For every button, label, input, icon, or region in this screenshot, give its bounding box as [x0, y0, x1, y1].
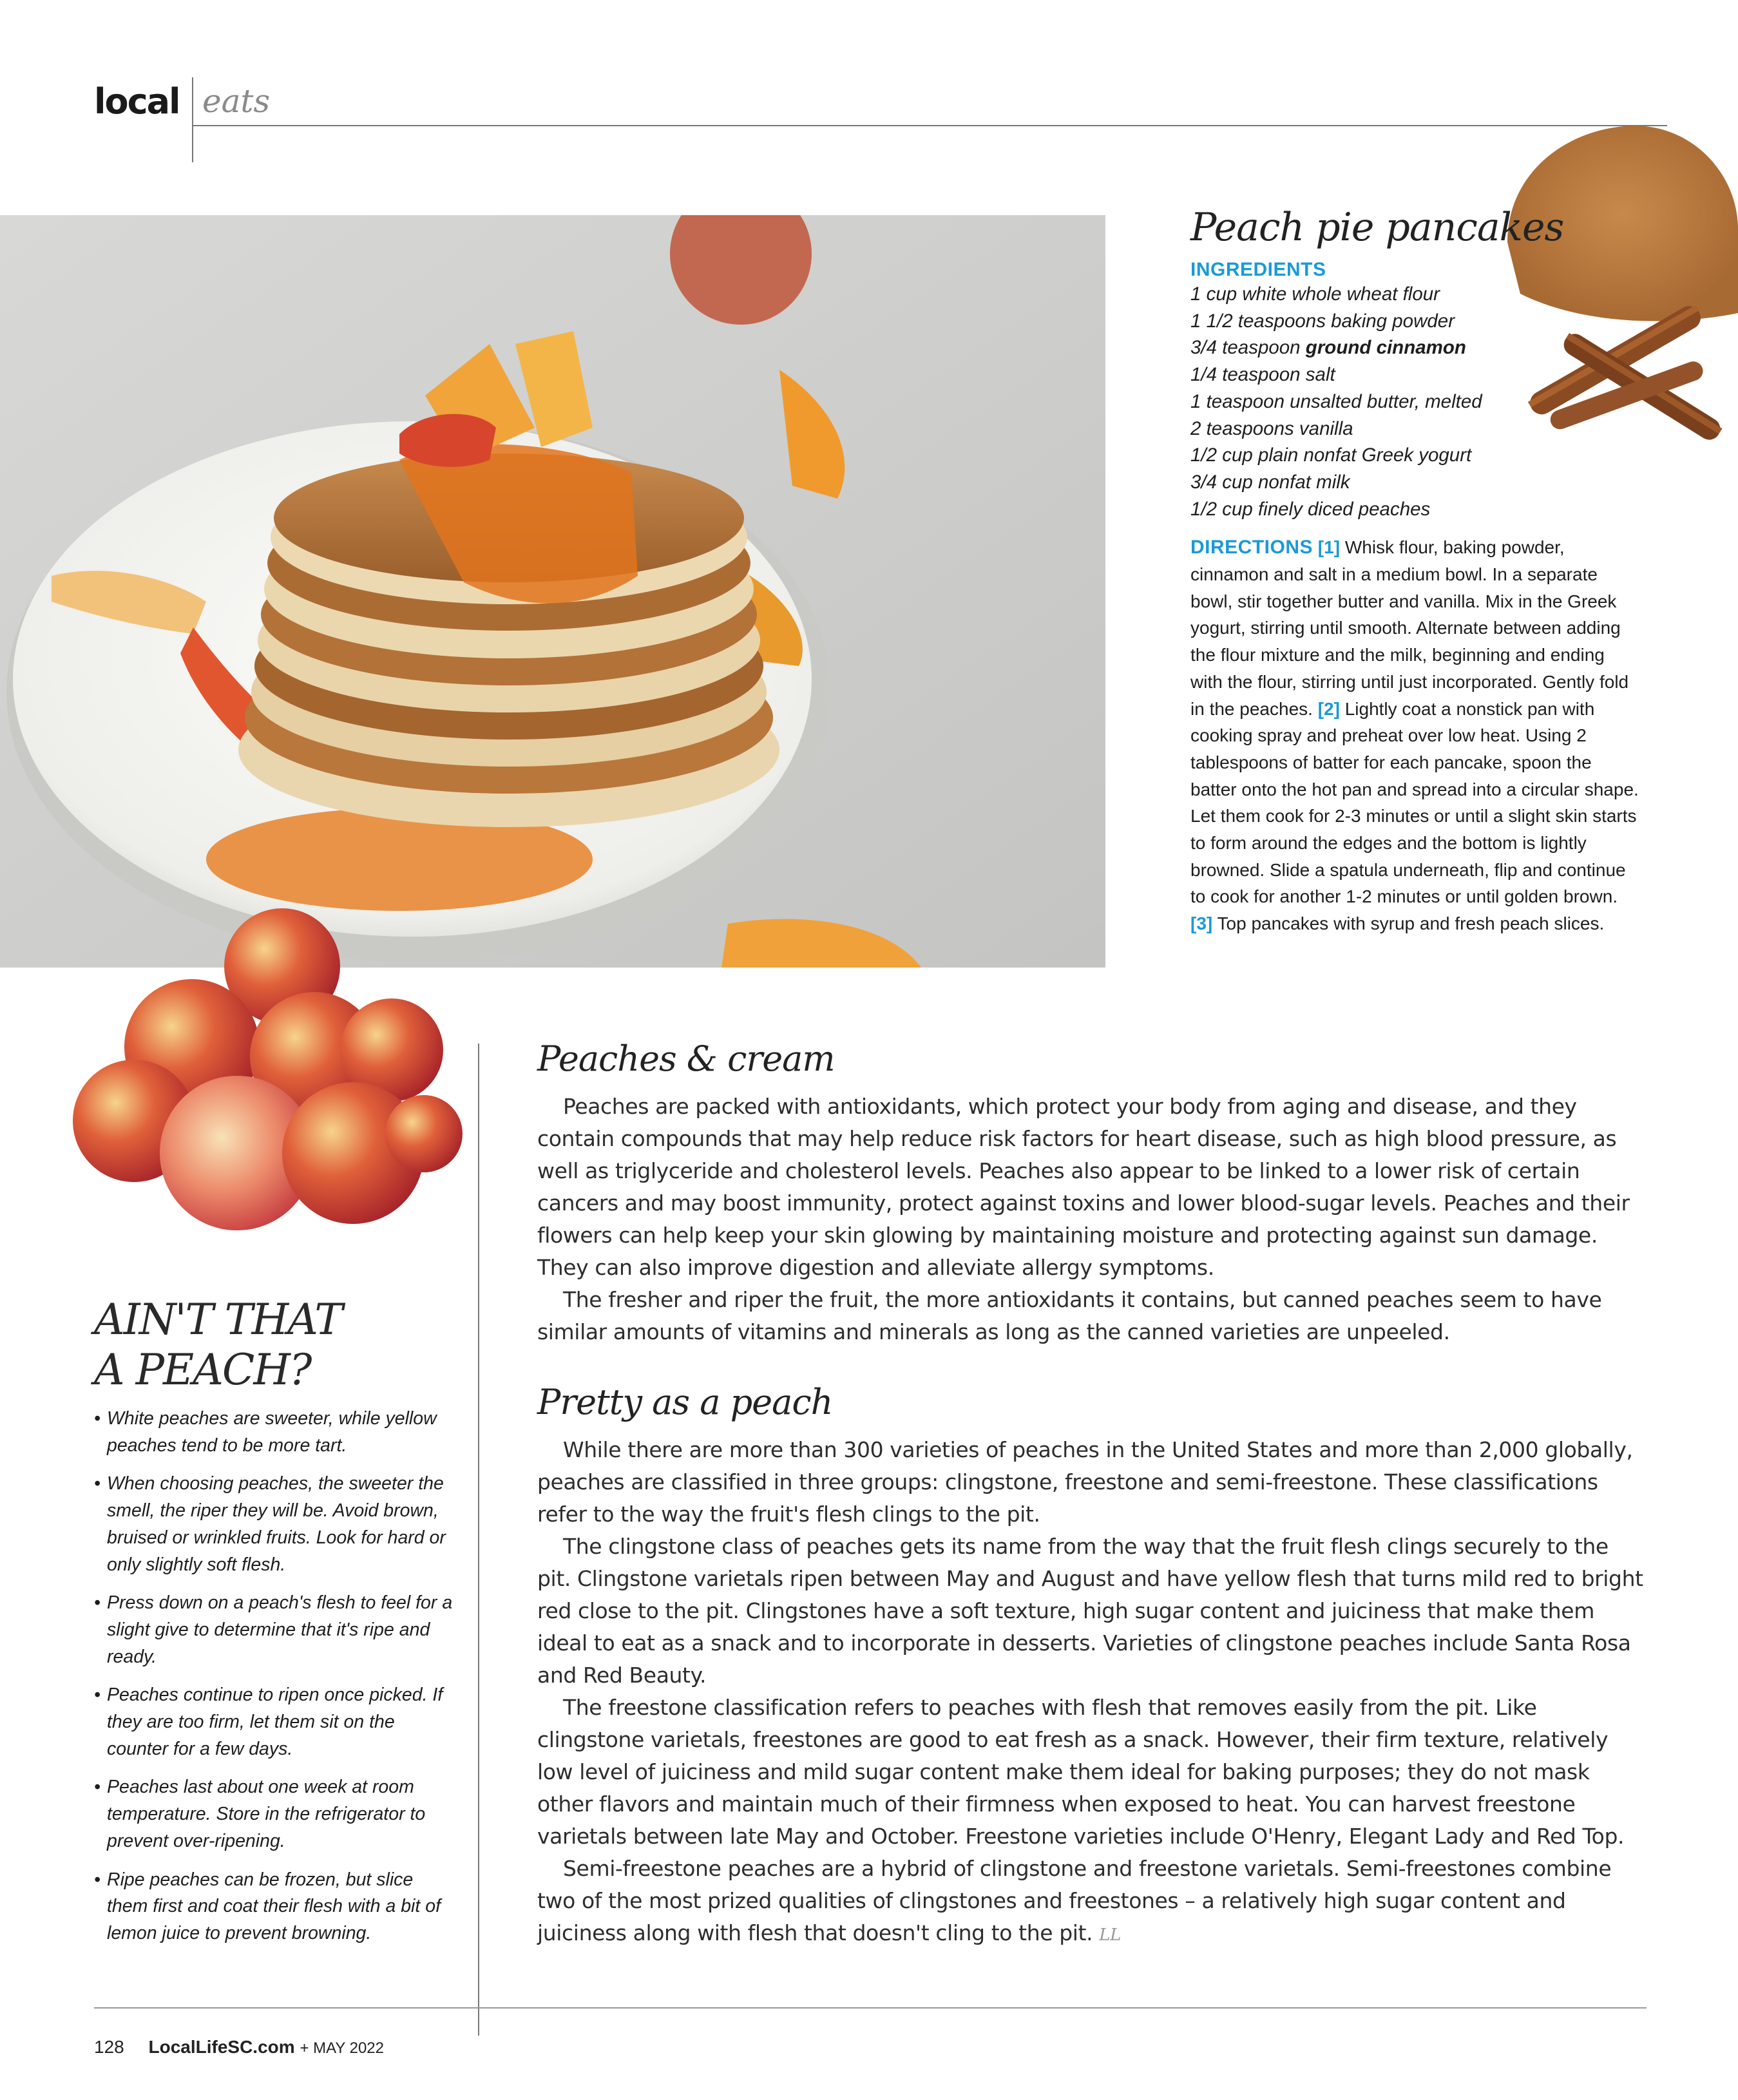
recipe-box	[1190, 205, 1641, 937]
tips-list	[94, 1406, 455, 1959]
ingredient-highlight: ground cinnamon	[1305, 337, 1466, 359]
direction-text: Top pancakes with syrup and fresh peach slices.	[1217, 913, 1605, 934]
ingredient-item: 1/4 teaspoon salt	[1190, 364, 1335, 386]
ingredient-item: 3/4 cup nonfat milk	[1190, 471, 1350, 493]
tip-item: • White peaches are sweeter, while yellow peaches tend to be more tart.	[94, 1406, 455, 1459]
directions	[1190, 534, 1641, 937]
signoff-mark: LL	[1099, 1925, 1122, 1945]
page-number: 128	[94, 2037, 124, 2057]
ingredient-item: 1 teaspoon unsalted butter, melted	[1190, 390, 1482, 412]
directions-label: DIRECTIONS	[1190, 537, 1313, 558]
step-marker: [2]	[1317, 698, 1340, 719]
article-peaches-cream	[537, 1038, 1645, 1348]
article-paragraph: The fresher and riper the fruit, the more antioxidants it contains, but canned peaches seem to have similar amounts of vitamins and minerals as long as the canned varieties are unpeeled.	[537, 1287, 1602, 1344]
issue-date: + MAY 2022	[300, 2039, 384, 2057]
step-marker: [1]	[1317, 537, 1341, 558]
ingredient-item-cinnamon	[1190, 334, 1641, 361]
article-paragraph: Peaches are packed with antioxidants, which protect your body from aging and disease, and they contain compounds that may help reduce risk factors for heart disease, such as high blood pressure, as well as triglyceride and cholesterol levels. Peaches also appear to be linked to a lower risk of certain cancers and may boost immunity, protect against toxins and lower blood-sugar levels. Peaches and their flowers can help keep your skin glowing by maintaining moisture and protecting against sun damage. They can also improve digestion and alleviate allergy symptoms.	[537, 1094, 1630, 1280]
ingredient-item: 1 1/2 teaspoons baking powder	[1190, 310, 1455, 332]
article-text: Semi-freestone peaches are a hybrid of clingstone and freestone varietals. Semi-freestones combine two of the most prized qualities of clingstones and freestones – a relatively high sugar content and juiciness along with flesh that doesn't cling to the pit.	[537, 1856, 1612, 1945]
header-divider-vertical	[192, 77, 193, 162]
section-label: local	[94, 81, 180, 122]
direction-text: Lightly coat a nonstick pan with cooking spray and preheat over low heat. Using 2 tablespoons of batter for each pancake, spoon the batter onto the hot pan and spread into a circular shape. Let them cook for 2-3 minutes or until a slight skin starts to form around the edges and the bottom is lightly browned. Slide a spatula underneath, flip and continue to cook for another 1-2 minutes or until golden brown.	[1190, 698, 1639, 907]
ingredient-item: 1 cup white whole wheat flour	[1190, 283, 1440, 305]
ingredient-amount: 3/4 teaspoon	[1190, 337, 1306, 359]
step-marker: [3]	[1190, 913, 1213, 934]
ingredient-item: 2 teaspoons vanilla	[1190, 417, 1353, 439]
article-paragraph: While there are more than 300 varieties of peaches in the United States and more than 2,000 globally, peaches are classified in three groups: clingstone, freestone and semi-freestone. These classifications refer to the way the fruit's flesh clings to the pit.	[537, 1437, 1633, 1527]
article-title: Pretty as a peach	[537, 1382, 833, 1422]
tip-item: • Peaches last about one week at room temperature. Store in the refrigerator to prevent over-ripening.	[94, 1774, 455, 1855]
sidebar-title-line: A PEACH?	[94, 1345, 311, 1395]
tip-item: • When choosing peaches, the sweeter the smell, the riper they will be. Avoid brown, bruised or wrinkled fruits. Look for hard or only slightly soft flesh.	[94, 1471, 455, 1578]
sidebar-divider	[478, 1044, 479, 2036]
footer-rule	[94, 2007, 1647, 2009]
site-name: LocalLifeSC.com	[148, 2037, 295, 2057]
footer	[94, 2037, 384, 2057]
ingredients-label: INGREDIENTS	[1190, 259, 1326, 280]
article-paragraph: The freestone classification refers to peaches with flesh that removes easily from the pit. Like clingstone varietals, freestones are good to eat fresh as a snack. However, their firm texture, relatively low level of juiciness and mild sugar content make them ideal for baking purposes; they do not mask other flavors and maintain much of their firmness when exposed to heat. You can harvest freestone varietals between late May and October. Freestone varieties include O'Henry, Elegant Lady and Red Top.	[537, 1695, 1625, 1849]
peach-pile-image	[63, 908, 463, 1269]
article-title: Peaches & cream	[537, 1038, 835, 1079]
article-pretty-as-a-peach	[537, 1382, 1645, 1951]
tip-item: • Press down on a peach's flesh to feel for a slight give to determine that it's ripe and ready.	[94, 1590, 455, 1670]
pancake-photo	[0, 215, 1105, 968]
article-paragraph: The clingstone class of peaches gets its name from the way that the fruit flesh clings securely to the pit. Clingstone varietals ripen between May and August and have yellow flesh that turns mild red to bright red close to the pit. Clingstones have a soft texture, high sugar content and juiciness that make them ideal to eat as a snack and to incorporate in desserts. Varieties of clingstone peaches include Santa Rosa and Red Beauty.	[537, 1534, 1643, 1688]
article-paragraph-last	[537, 1853, 1645, 1951]
recipe-title: Peach pie pancakes	[1190, 205, 1564, 250]
subsection-label: eats	[202, 82, 271, 120]
header-rule	[192, 125, 1667, 126]
ingredient-item: 1/2 cup finely diced peaches	[1190, 498, 1431, 520]
ingredient-item: 1/2 cup plain nonfat Greek yogurt	[1190, 444, 1472, 466]
tip-item: • Peaches continue to ripen once picked. If they are too firm, let them sit on the counter for a few days.	[94, 1682, 455, 1762]
direction-text: Whisk flour, baking powder, cinnamon and salt in a medium bowl. In a separate bowl, stir together butter and vanilla. Mix in the Greek yogurt, stirring until smooth. Alternate between adding the flour mixture and the milk, beginning and ending with the flour, stirring until just incorporated. Gently fold in the peaches.	[1190, 537, 1629, 719]
sidebar-title-line: AIN'T THAT	[94, 1295, 342, 1344]
sidebar-title	[94, 1295, 455, 1395]
tip-item: • Ripe peaches can be frozen, but slice them first and coat their flesh with a bit of lemon juice to prevent browning.	[94, 1867, 455, 1947]
